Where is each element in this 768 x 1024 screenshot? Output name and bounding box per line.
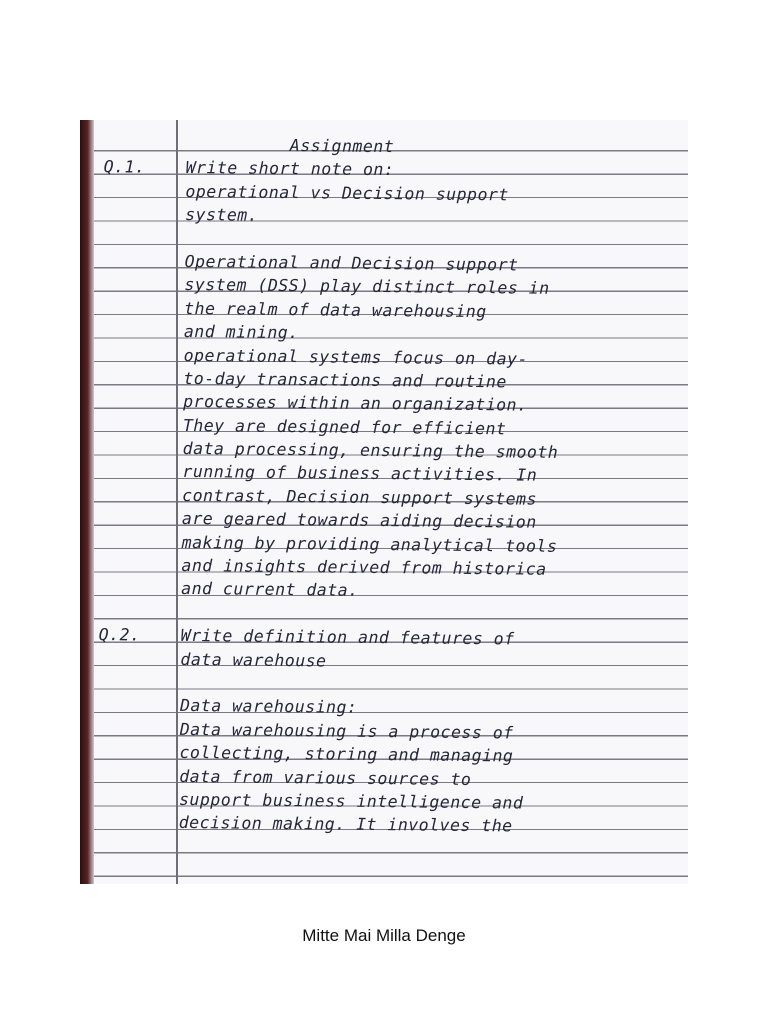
page-caption: Mitte Mai Milla Denge xyxy=(302,926,466,945)
q1-answer-line: They are designed for efficient xyxy=(182,415,507,439)
q1-answer-line: to-day transactions and routine xyxy=(183,368,507,392)
q1-prompt-line: Write short note on: xyxy=(185,158,395,180)
q2-answer-line: data from various sources to xyxy=(179,766,472,789)
q2-number: Q.2. xyxy=(98,625,141,645)
q1-answer-line: operational systems focus on day- xyxy=(183,345,529,369)
q1-answer-line: system (DSS) play distinct roles in xyxy=(184,275,550,299)
q2-answer-line: collecting, storing and managing xyxy=(179,743,514,766)
q1-prompt-line: operational vs Decision support xyxy=(185,181,509,205)
q1-answer-line: making by providing analytical tools xyxy=(181,532,558,556)
q1-answer-line: contrast, Decision support systems xyxy=(182,485,538,509)
q2-answer-line: decision making. It involves the xyxy=(178,813,513,836)
q1-answer-line: Operational and Decision support xyxy=(184,251,519,275)
q2-answer-line: Data warehousing: xyxy=(179,696,358,718)
q1-prompt-line: system. xyxy=(185,205,259,225)
q1-answer-line: data processing, ensuring the smooth xyxy=(182,439,559,462)
notebook-photo xyxy=(80,120,688,884)
q1-number: Q.1. xyxy=(103,157,146,177)
q1-answer-line: and mining. xyxy=(183,322,299,343)
q1-answer-line: and insights derived from historica xyxy=(181,555,547,579)
q2-prompt-line: Write definition and features of xyxy=(180,626,515,649)
q2-answer-line: support business intelligence and xyxy=(178,789,524,813)
q1-answer-line: running of business activities. In xyxy=(182,462,538,486)
q1-answer-line: the realm of data warehousing xyxy=(184,298,487,321)
q1-answer-line: are geared towards aiding decision xyxy=(181,509,537,532)
q2-prompt-line: data warehouse xyxy=(180,649,327,671)
q1-answer-line: and current data. xyxy=(181,579,359,601)
assignment-title: Assignment xyxy=(289,136,395,157)
q2-answer-line: Data warehousing is a process of xyxy=(179,719,514,743)
q1-answer-line: processes within an organization. xyxy=(183,392,528,415)
handwritten-notes xyxy=(87,132,682,840)
